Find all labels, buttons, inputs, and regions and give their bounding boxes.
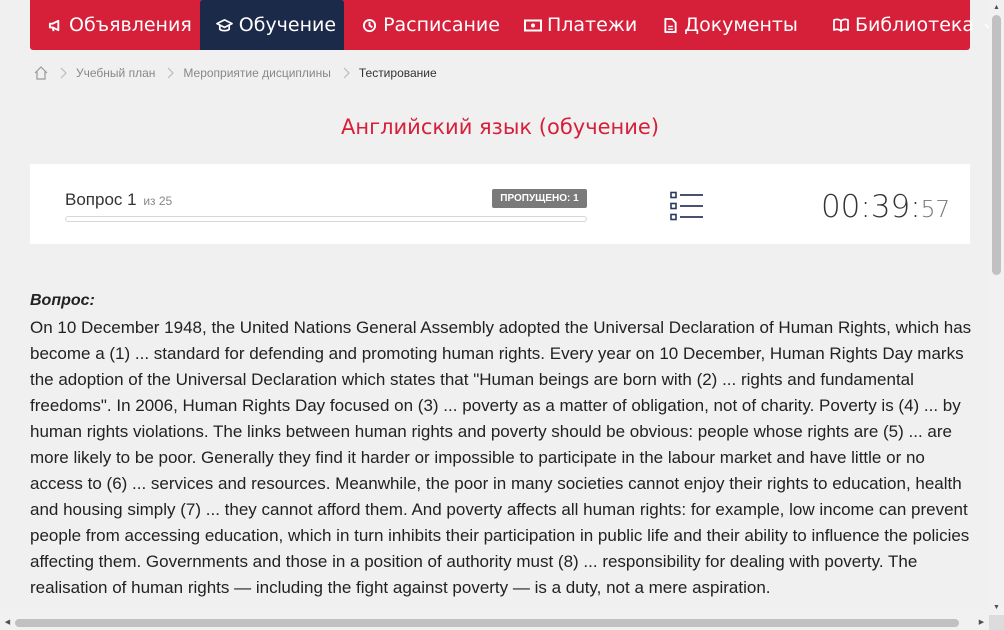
breadcrumb [34,64,437,82]
nav-item-payments[interactable] [508,0,645,50]
scrollbar-corner [989,615,1004,630]
scroll-up-arrow-icon[interactable]: ▲ [993,4,1000,11]
chevron-right-icon [343,67,350,79]
breadcrumb-item-curriculum[interactable]: Учебный план [76,66,156,80]
horizontal-scroll-thumb[interactable] [15,619,959,627]
graduation-cap-icon [216,16,234,34]
money-icon [524,16,542,34]
nav-item-label: Обучение [238,14,337,36]
scroll-right-arrow-icon[interactable]: ▶ [978,619,985,626]
document-icon [661,16,679,34]
vertical-scroll-thumb[interactable] [992,15,1001,275]
question-text: On 10 December 1948, the United Nations General Assembly adopted the Universal Declaration of Human Rights, which has become a (1) ... standard for defending and promoting human rights. Every year on 10 December, Human Rights Day marks the adoption of the Universal Declaration which states that "Human beings are born with (2) ... rights and fundamental freedoms". In 2006, Human Rights Day focused on (3) ... poverty as a matter of obligation, not of charity. Poverty is (4) ... by human rights violations. The links between human rights and poverty should be obvious: people whose rights are (5) ... are more likely to be poor. Generally they find it harder or impossible to participate in the labour market and have little or no access to (6) ... services and resources. Meanwhile, the poor in many societies cannot enjoy their rights to education, health and housing simply (7) ... they cannot afford them. And poverty affects all human rights: for example, low income can prevent people from accessing education, which in turn inhibits their participation in public life and their ability to influence the policies affecting them. Governments and those in a position of authority must (8) ... responsibility for dealing with poverty. The realisation of human rights — including the fight against poverty — is a duty, not a mere aspiration. [30,318,972,597]
scroll-left-arrow-icon[interactable]: ◀ [4,619,11,626]
horizontal-scrollbar[interactable] [0,615,989,630]
skipped-badge: ПРОПУЩЕНО: 1 [492,189,587,208]
clock-icon [360,16,378,34]
nav-item-label: Библиотека [854,14,975,36]
home-icon[interactable] [34,66,48,80]
list-icon [670,191,704,221]
scroll-down-arrow-icon[interactable]: ▼ [993,604,1000,611]
timer-seconds: 57 [920,197,950,223]
megaphone-icon [46,16,64,34]
nav-item-schedule[interactable] [344,0,508,50]
vertical-scrollbar[interactable] [989,0,1004,615]
test-status-panel [30,164,970,244]
test-timer [821,189,950,225]
breadcrumb-item-testing: Тестирование [358,66,437,80]
breadcrumb-item-discipline-event[interactable]: Мероприятие дисциплины [183,66,331,80]
nav-item-label: Документы [684,14,798,36]
timer-hours-minutes: 00:39: [820,189,921,225]
question-total: из 25 [143,194,173,208]
nav-item-documents[interactable] [645,0,806,50]
nav-item-library[interactable] [816,0,1004,50]
nav-item-label: Расписание [383,14,500,36]
question-counter [65,190,172,210]
nav-item-label: Объявления [69,14,192,36]
test-progress-bar [65,216,587,222]
question-list-button[interactable] [670,191,704,221]
question-heading: Вопрос: [30,292,95,309]
chevron-right-icon [60,67,67,79]
page-title: Английский язык (обучение) [340,115,660,139]
nav-item-education[interactable] [200,0,344,50]
nav-item-announcements[interactable] [30,0,200,50]
main-nav [30,0,975,50]
chevron-right-icon [167,67,174,79]
question-number: Вопрос 1 [65,190,137,209]
book-icon [832,16,850,34]
nav-item-label: Платежи [546,14,638,36]
